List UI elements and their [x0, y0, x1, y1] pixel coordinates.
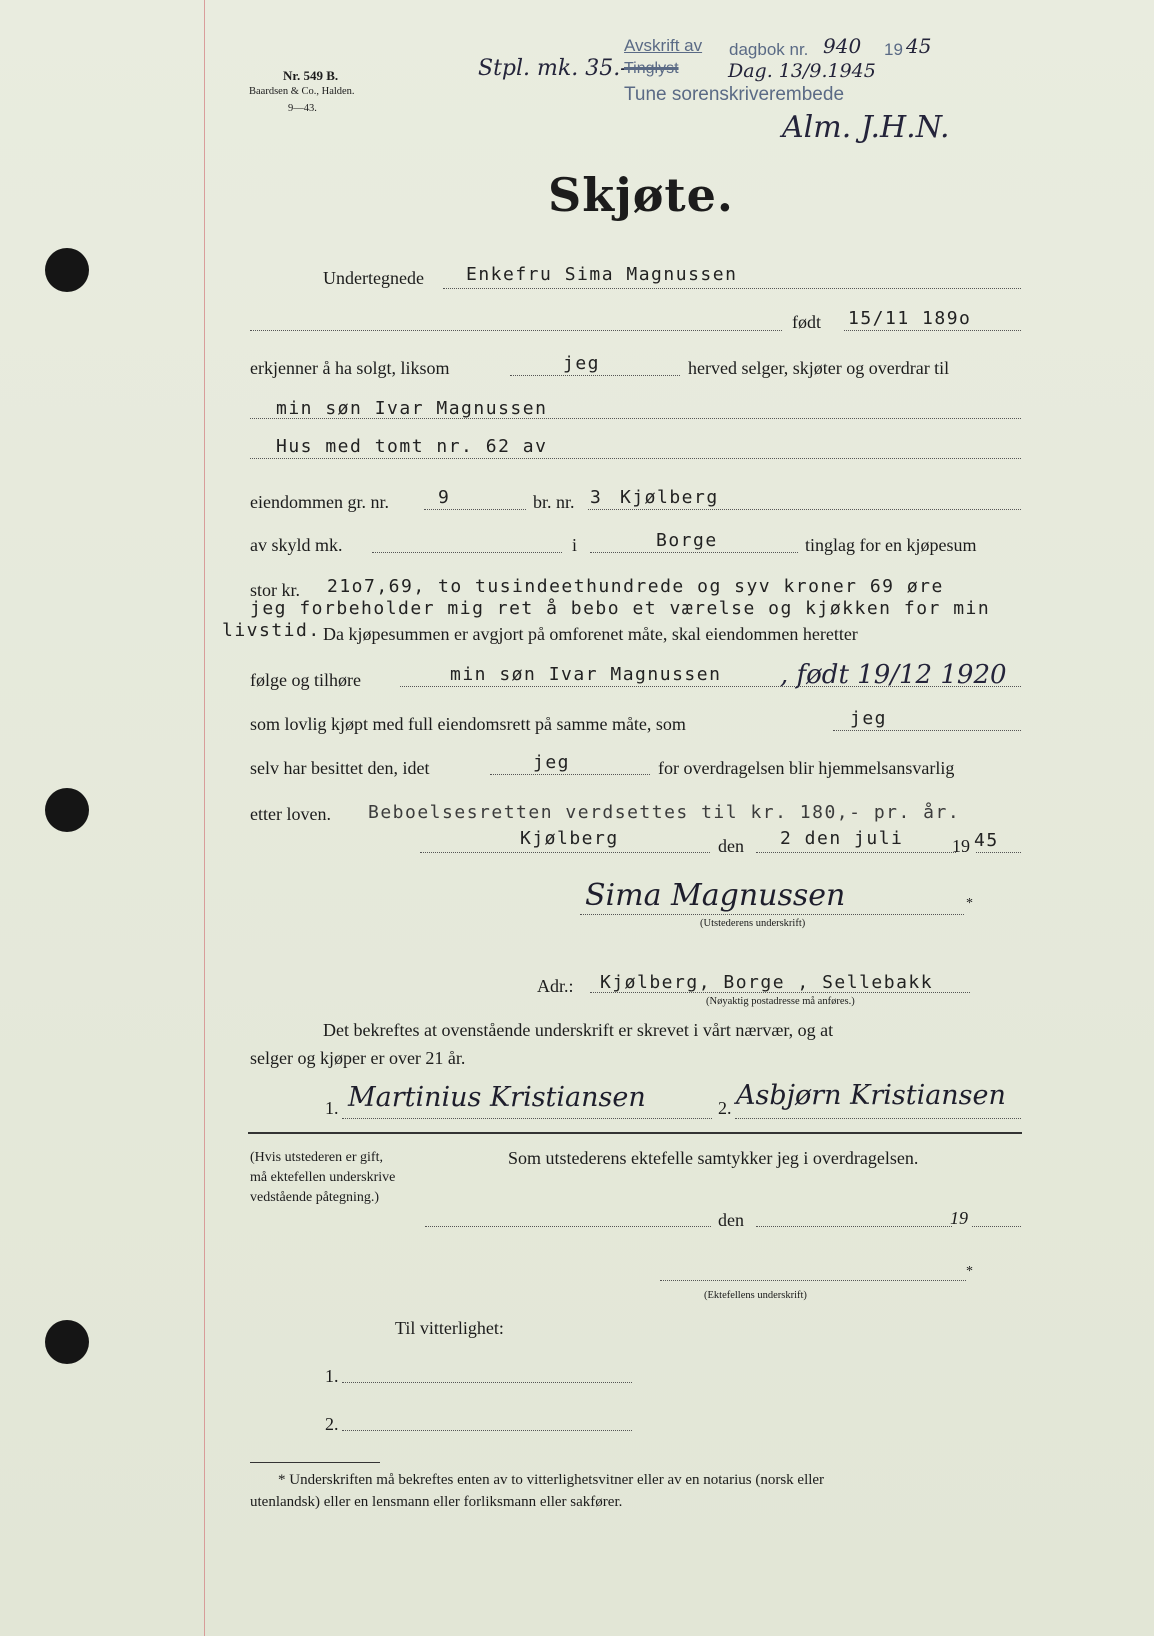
date-text: 2 den juli [780, 828, 904, 849]
dotted-line [372, 552, 562, 553]
document-title: Skjøte. [548, 168, 734, 222]
section-divider [248, 1132, 1022, 1134]
lovlig-label: som lovlig kjøpt med full eiendomsrett på samme måte, som [250, 714, 686, 734]
lovlig-value: jeg [850, 708, 888, 729]
office-stamp: Tune sorenskriverembede [624, 84, 845, 105]
asterisk: * [966, 1264, 973, 1279]
undertegnede-label: Undertegnede [323, 268, 424, 288]
etter-label: etter loven. [250, 804, 331, 824]
address-caption: (Nøyaktig postadresse må anføres.) [706, 996, 855, 1007]
skyld-label: av skyld mk. [250, 535, 343, 555]
folge-label: følge og tilhøre [250, 670, 361, 690]
spouse-note-line2: må ektefellen underskrive [250, 1170, 396, 1185]
vitterlighet-label: Til vitterlighet: [395, 1318, 504, 1338]
seller-pronoun: jeg [563, 353, 601, 374]
buyer-name: min søn Ivar Magnussen [276, 398, 548, 419]
year-prefix: 19 [952, 836, 970, 856]
dotted-line [590, 552, 798, 553]
beboelse-text: Beboelsesretten verdsettes til kr. 180,- pr. år. [368, 802, 961, 823]
seller-signature: Sima Magnussen [585, 878, 846, 913]
overdragelse-label: for overdragelsen blir hjemmelsansvarlig [658, 758, 955, 778]
footnote-rule [250, 1462, 380, 1463]
dagbok-year: 45 [906, 34, 932, 58]
dotted-line [756, 1226, 952, 1227]
confirm-line2: selger og kjøper er over 21 år. [250, 1048, 466, 1068]
dotted-line [580, 914, 964, 915]
da-line: Da kjøpesummen er avgjort på omforenet måte, skal eiendommen heretter [323, 624, 858, 644]
spouse-den-label: den [718, 1210, 744, 1230]
footnote-line1: * Underskriften må bekreftes enten av to vitterlighetsvitner eller av en notarius (norsk eller [278, 1472, 825, 1488]
price-text: 21o7,69, to tusindeethundrede og syv kroner 69 øre [327, 576, 944, 597]
dotted-line [844, 330, 1021, 331]
reservation-line1: jeg forbeholder mig ret å bebo et værelse og kjøkken for min [250, 598, 991, 619]
fodt-label: født [792, 312, 821, 332]
spouse-year-prefix: 19 [950, 1208, 968, 1228]
selv-value: jeg [533, 752, 571, 773]
selv-label: selv har besittet den, idet [250, 758, 430, 778]
dotted-line [420, 852, 710, 853]
signature-caption: (Utstederens underskrift) [700, 918, 806, 929]
hand-note: Stpl. mk. 35.- [478, 56, 628, 81]
address: Kjølberg, Borge , Sellebakk [600, 972, 934, 993]
eiendommen-label: eiendommen gr. nr. [250, 492, 389, 512]
confirm-line1: Det bekreftes at ovenstående underskrift er skrevet i vårt nærvær, og at [323, 1020, 834, 1040]
buyer-born: , født 19/12 1920 [780, 660, 1007, 690]
form-number: Nr. 549 B. [283, 68, 339, 83]
gr-nr: 9 [438, 487, 451, 508]
dotted-line [510, 375, 680, 376]
dotted-line [490, 774, 650, 775]
initials: Alm. J.H.N. [782, 110, 950, 145]
herved-label: herved selger, skjøter og overdrar til [688, 358, 950, 378]
folge-value: min søn Ivar Magnussen [450, 664, 722, 685]
dotted-line [425, 1226, 711, 1227]
seller-name: Enkefru Sima Magnussen [466, 264, 738, 285]
dotted-line [443, 288, 1021, 289]
footnote-line2: utenlandsk) eller en lensmann eller forliksmann eller sakfører. [250, 1494, 623, 1510]
printer: Baardsen & Co., Halden. [249, 86, 355, 97]
br-nr: 3 [590, 487, 603, 508]
erkjenner-label: erkjenner å ha solgt, liksom [250, 358, 450, 378]
punch-hole [45, 248, 89, 292]
dotted-line [976, 852, 1021, 853]
spouse-witness2-num: 2. [325, 1414, 339, 1434]
place: Kjølberg [520, 828, 619, 849]
stamp-avskrift: Avskrift av [624, 36, 703, 55]
dotted-line [424, 509, 526, 510]
dotted-line [250, 458, 1021, 459]
stamp-year-prefix: 19 [884, 40, 903, 59]
reservation-line2: livstid. [222, 620, 321, 641]
dotted-line [250, 418, 1021, 419]
dotted-line [660, 1280, 966, 1281]
asterisk: * [966, 896, 973, 911]
witness1-signature: Martinius Kristiansen [348, 1082, 646, 1113]
stor-label: stor kr. [250, 580, 301, 600]
margin-line [204, 0, 205, 1636]
dotted-line [735, 1118, 1021, 1119]
dotted-line [833, 730, 1021, 731]
dotted-line [756, 852, 956, 853]
i-label: i [572, 535, 578, 555]
dotted-line [590, 992, 970, 993]
punch-hole [45, 1320, 89, 1364]
spouse-consent: Som utstederens ektefelle samtykker jeg i overdragelsen. [508, 1148, 919, 1168]
dagbok-nr: 940 [823, 34, 862, 58]
dotted-line [250, 330, 782, 331]
spouse-note-line1: (Hvis utstederen er gift, [250, 1150, 383, 1165]
spouse-witness1-num: 1. [325, 1366, 339, 1386]
property-object: Hus med tomt nr. 62 av [276, 436, 548, 457]
witness2-signature: Asbjørn Kristiansen [736, 1080, 1006, 1111]
adr-label: Adr.: [537, 976, 574, 996]
dotted-line [972, 1226, 1021, 1227]
tinglag-label: tinglag for en kjøpesum [805, 535, 977, 555]
tinglag-name: Borge [656, 530, 718, 551]
stamp-dagbok: dagbok nr. [729, 40, 809, 59]
witness1-num: 1. [325, 1098, 339, 1118]
seller-born: 15/11 189o [848, 308, 972, 329]
spouse-note-line3: vedstående påtegning.) [250, 1190, 380, 1205]
dotted-line [342, 1118, 712, 1119]
farm-name: Kjølberg [620, 487, 719, 508]
year: 45 [974, 830, 999, 851]
den-label: den [718, 836, 744, 856]
br-nr-label: br. nr. [533, 492, 575, 512]
stamp-struck: Tinglyst [624, 60, 679, 77]
dotted-line [342, 1430, 632, 1431]
dotted-line [588, 509, 1021, 510]
dag-date: Dag. 13/9.1945 [728, 60, 876, 82]
punch-hole [45, 788, 89, 832]
witness2-num: 2. [718, 1098, 732, 1118]
print-date: 9—43. [288, 103, 317, 114]
dotted-line [342, 1382, 632, 1383]
spouse-caption: (Ektefellens underskrift) [704, 1290, 807, 1301]
